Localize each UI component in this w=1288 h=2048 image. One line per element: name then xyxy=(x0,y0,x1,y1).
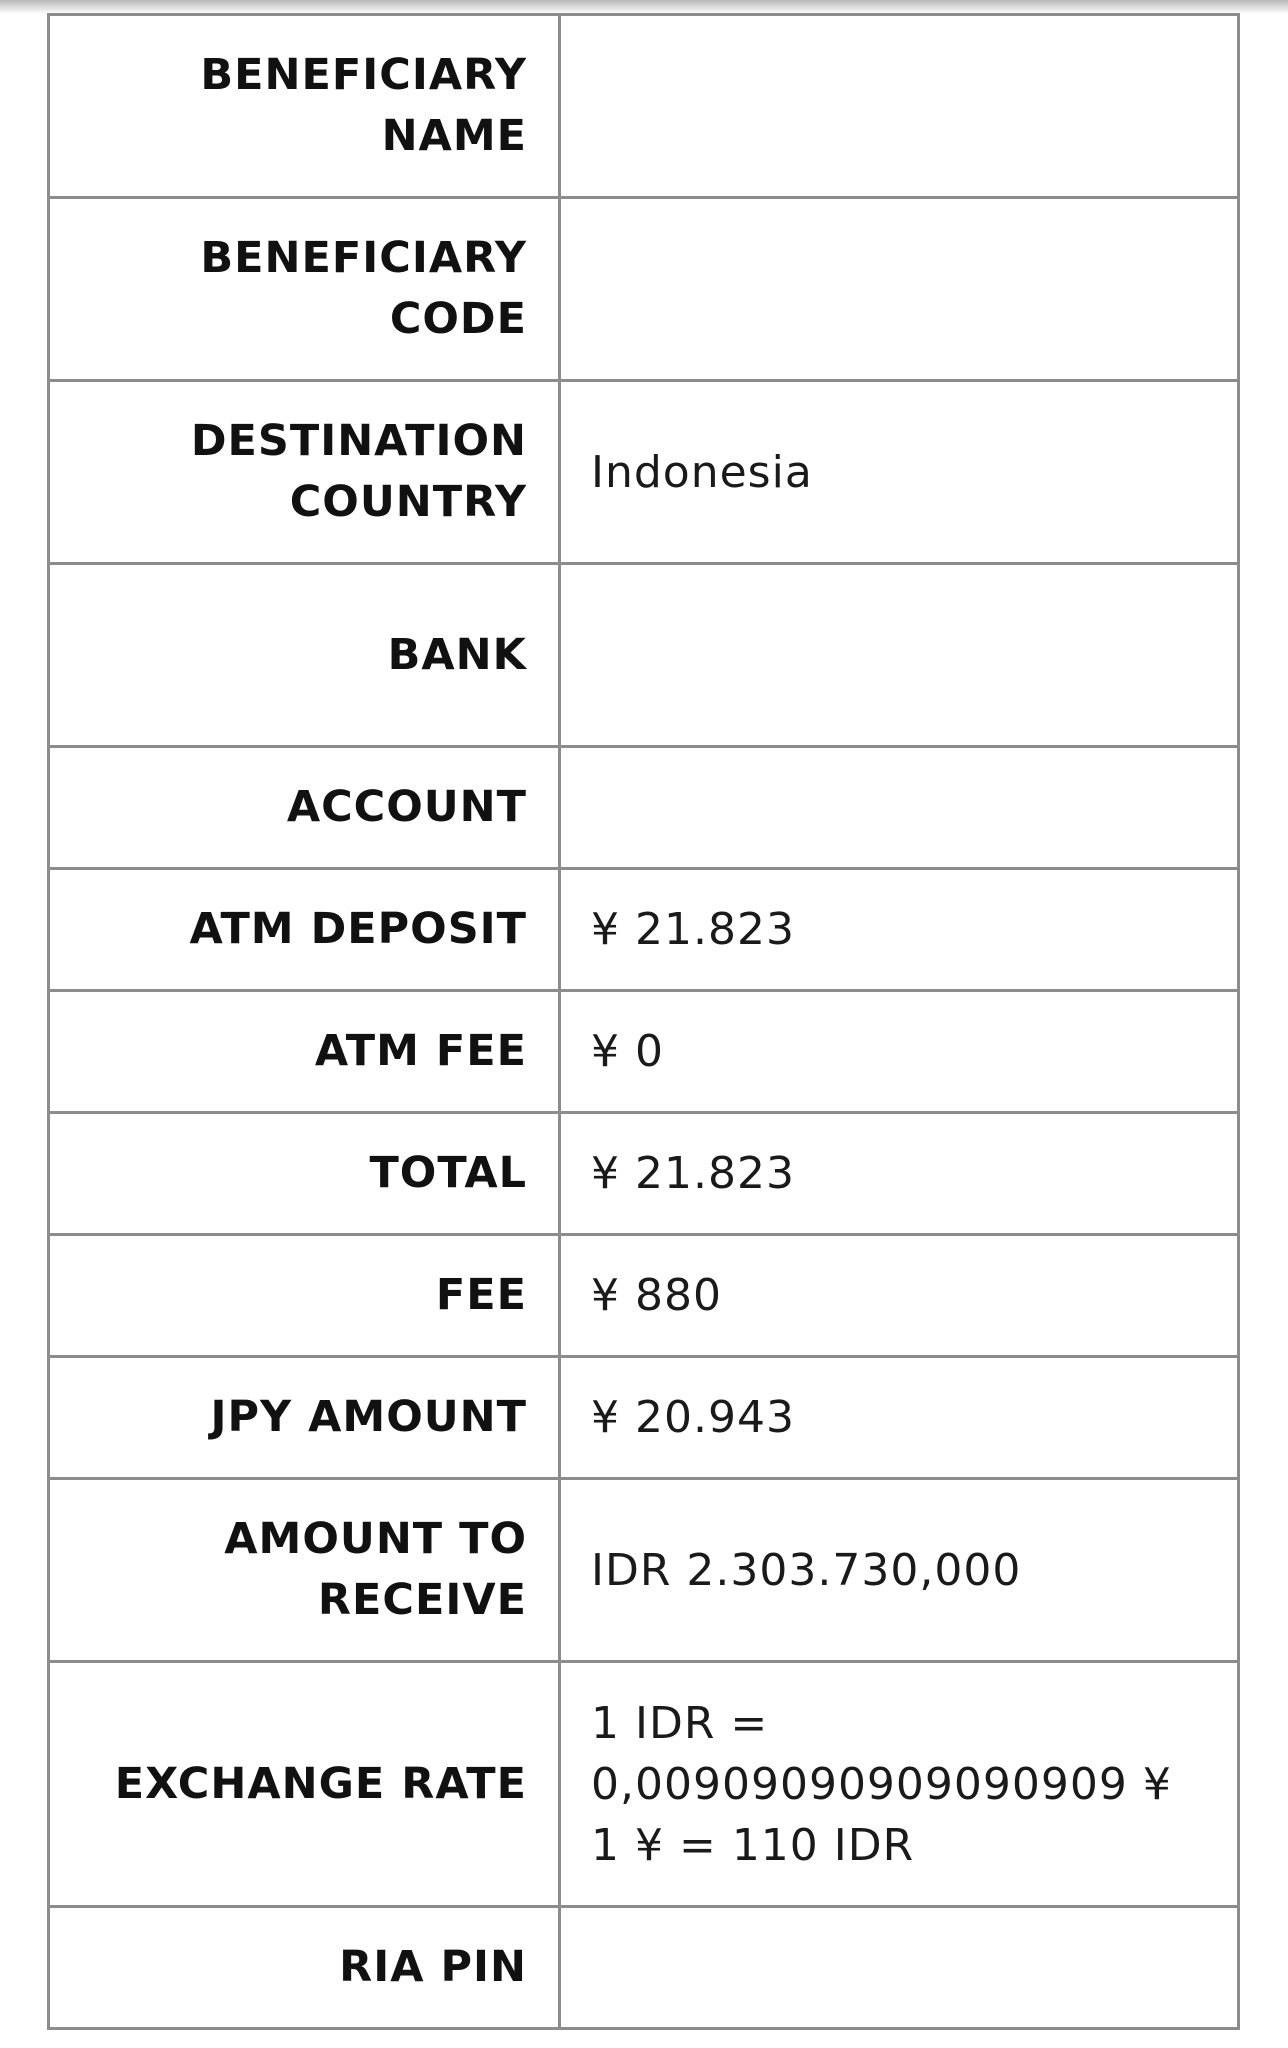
fee-value: ¥ 880 xyxy=(560,1235,1239,1357)
exchange-rate-value: 1 IDR = 0,00909090909090909 ¥ 1 ¥ = 110 IDR xyxy=(560,1662,1239,1907)
transfer-details-table xyxy=(47,13,1240,2030)
table-row-account xyxy=(49,747,1239,869)
table-row-ria-pin xyxy=(49,1907,1239,2029)
fee-label: FEE xyxy=(435,1270,527,1320)
table-row-atm-fee xyxy=(49,991,1239,1113)
atm-fee-label: ATM FEE xyxy=(314,1026,527,1076)
table-row-beneficiary-code xyxy=(49,198,1239,381)
bank-label: BANK xyxy=(387,629,527,680)
beneficiary-code-label: BENEFICIARY CODE xyxy=(200,233,527,344)
jpy-amount-label: JPY AMOUNT xyxy=(210,1392,527,1442)
exchange-rate-label: EXCHANGE RATE xyxy=(114,1758,527,1809)
account-label: ACCOUNT xyxy=(286,782,527,832)
top-edge-shadow xyxy=(0,0,1288,14)
jpy-amount-value: ¥ 20.943 xyxy=(560,1357,1239,1479)
account-value xyxy=(560,747,1239,869)
amount-to-receive-label: AMOUNT TO RECEIVE xyxy=(224,1514,527,1625)
table-row-atm-deposit xyxy=(49,869,1239,991)
amount-to-receive-value: IDR 2.303.730,000 xyxy=(560,1479,1239,1662)
bank-value xyxy=(560,564,1239,747)
beneficiary-name-label: BENEFICIARY NAME xyxy=(200,50,527,161)
ria-pin-label: RIA PIN xyxy=(339,1942,527,1992)
table-row-destination-country xyxy=(49,381,1239,564)
atm-fee-value: ¥ 0 xyxy=(560,991,1239,1113)
table-row-beneficiary-name xyxy=(49,15,1239,198)
destination-country-value: Indonesia xyxy=(560,381,1239,564)
table-row-exchange-rate xyxy=(49,1662,1239,1907)
table-row-bank xyxy=(49,564,1239,747)
destination-country-label: DESTINATION COUNTRY xyxy=(190,416,527,527)
table-row-total xyxy=(49,1113,1239,1235)
table-row-amount-to-receive xyxy=(49,1479,1239,1662)
total-label: TOTAL xyxy=(369,1148,527,1198)
table-row-fee xyxy=(49,1235,1239,1357)
atm-deposit-label: ATM DEPOSIT xyxy=(189,904,527,954)
beneficiary-code-value xyxy=(560,198,1239,381)
total-value: ¥ 21.823 xyxy=(560,1113,1239,1235)
beneficiary-name-value xyxy=(560,15,1239,198)
ria-pin-value xyxy=(560,1907,1239,2029)
atm-deposit-value: ¥ 21.823 xyxy=(560,869,1239,991)
table-row-jpy-amount xyxy=(49,1357,1239,1479)
